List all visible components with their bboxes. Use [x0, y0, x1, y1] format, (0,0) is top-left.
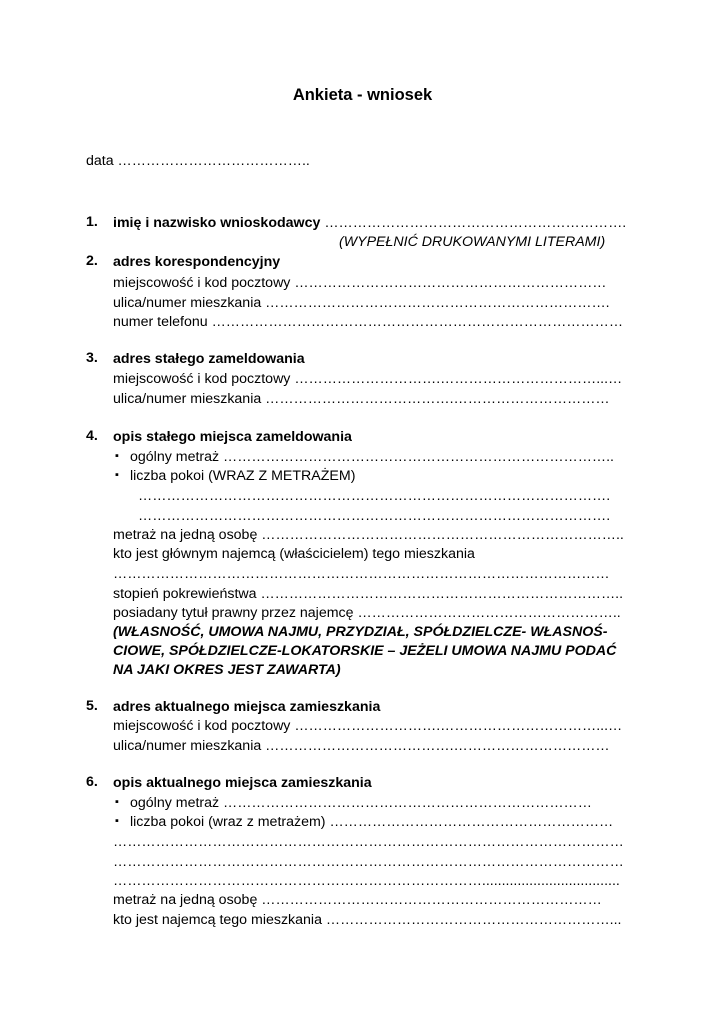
section-6-rooms-line-1: ……………………………………………………………………………………………… — [113, 834, 624, 850]
section-4-tenant-line: …………………………………………………………………………………………… — [113, 566, 610, 582]
section-6-label: opis aktualnego miejsca zamieszkania — [113, 775, 372, 791]
bullet-icon: ▪ — [115, 815, 119, 827]
section-5-street-field: ulica/numer mieszkania ………………………………….…………………………… — [113, 738, 610, 754]
section-6-rooms-line-3: ……………………………………………………………………................................... — [113, 873, 620, 889]
section-5-label: adres aktualnego miejsca zamieszkania — [113, 699, 381, 715]
section-5-number: 5. — [86, 698, 98, 714]
section-4-rooms-line-2: ………………………………………………………………………………………. — [138, 508, 611, 524]
section-2-city-field: miejscowość i kod pocztowy ………………………………………………………… — [113, 275, 607, 291]
section-2-street-field: ulica/numer mieszkania ………………………………………………………………. — [113, 295, 610, 311]
section-4-kinship-field: stopień pokrewieństwa ………………………………………………………………….. — [113, 586, 624, 602]
section-4-legal-note-1: (WŁASNOŚĆ, UMOWA NAJMU, PRZYDZIAŁ, SPÓŁDZIELCZE- WŁASNOŚ- — [113, 624, 608, 640]
date-field: data ………………………………….. — [86, 153, 310, 169]
bullet-icon: ▪ — [115, 450, 119, 462]
section-3-city-field: miejscowość i kod pocztowy ………………………….……………………………...… — [113, 371, 623, 387]
section-1-hint: (WYPEŁNIĆ DRUKOWANYMI LITERAMI) — [339, 234, 606, 250]
section-6-rooms-field: liczba pokoi (wraz z metrażem) …………………………………………………… — [130, 814, 614, 830]
bullet-icon: ▪ — [115, 796, 119, 808]
section-1-number: 1. — [86, 214, 98, 230]
section-4-number: 4. — [86, 428, 98, 444]
section-4-legal-note-2: CIOWE, SPÓŁDZIELCZE-LOKATORSKIE – JEŻELI UMOWA NAJMU PODAĆ — [113, 643, 617, 659]
bullet-icon: ▪ — [115, 469, 119, 481]
section-4-area-per-person-field: metraż na jedną osobę ………………………………………………………………….. — [113, 527, 624, 543]
section-4-area-field: ogólny metraż ……………………………………………………………………….. — [130, 449, 614, 465]
section-4-rooms-label: liczba pokoi (WRAZ Z METRAŻEM) — [130, 468, 356, 484]
section-1-line — [113, 214, 626, 232]
section-6-area-per-person-field: metraż na jedną osobę ……………………………………………………………… — [113, 892, 602, 908]
section-4-legal-note-3: NA JAKI OKRES JEST ZAWARTA) — [113, 662, 341, 678]
section-6-tenant-field: kto jest najemcą tego mieszkania ……………………………………………………... — [113, 912, 622, 928]
section-3-label: adres stałego zameldowania — [113, 351, 305, 367]
section-2-number: 2. — [86, 253, 98, 269]
section-4-legal-title-field: posiadany tytuł prawny przez najemcę ……………………………………………….. — [113, 605, 621, 621]
section-2-label: adres korespondencyjny — [113, 254, 281, 270]
section-1-dots: ………………………………………………………. — [320, 215, 627, 231]
section-1-label: imię i nazwisko wnioskodawcy — [113, 215, 321, 231]
section-6-number: 6. — [86, 774, 98, 790]
page-title: Ankieta - wniosek — [292, 86, 433, 104]
section-4-tenant-label: kto jest głównym najemcą (właścicielem) tego mieszkania — [113, 546, 475, 562]
section-4-label: opis stałego miejsca zameldowania — [113, 429, 352, 445]
section-6-rooms-line-2: ……………………………………………………………………………………………… — [113, 854, 624, 870]
section-3-street-field: ulica/numer mieszkania ………………………………….…………………………… — [113, 391, 610, 407]
section-6-area-field: ogólny metraż …………………………………………………………………… — [130, 795, 592, 811]
section-3-number: 3. — [86, 350, 98, 366]
section-2-phone-field: numer telefonu …………………………………………………………………………… — [113, 314, 624, 330]
section-4-rooms-line-1: ………………………………………………………………………………………. — [138, 488, 611, 504]
section-5-city-field: miejscowość i kod pocztowy ………………………….……………………………...… — [113, 718, 623, 734]
